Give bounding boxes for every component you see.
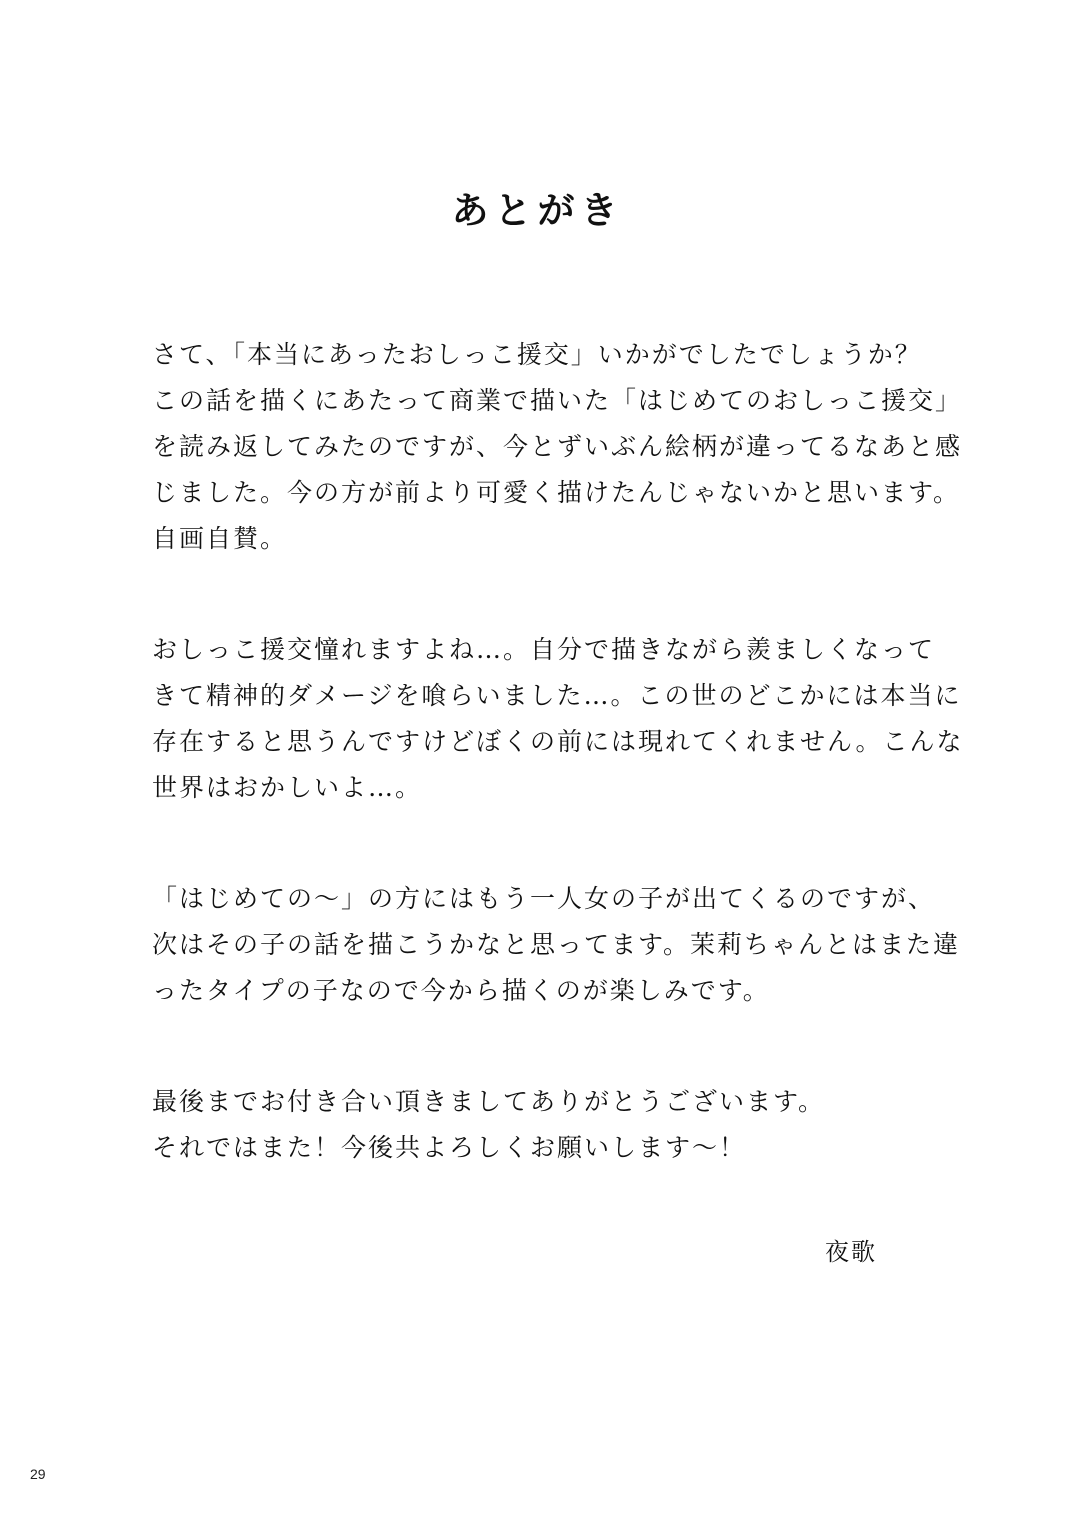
page-title: あとがき xyxy=(451,188,624,232)
text-line: 自画自賛。 xyxy=(152,524,288,553)
text-line: それではまた！今後共よろしくお願いします～！ xyxy=(152,1133,747,1162)
paragraph-4 xyxy=(152,1079,912,1171)
author-signature: 夜歌 xyxy=(825,1238,877,1266)
afterword-body xyxy=(152,332,964,1236)
paragraph-3 xyxy=(152,876,961,1014)
text-line: じました。今の方が前より可愛く描けたんじゃないかと思います。 xyxy=(152,478,961,507)
text-line: おしっこ援交憧れますよね…。自分で描きながら羨ましくなって xyxy=(152,635,936,664)
text-line: きて精神的ダメージを喰らいました…。この世のどこかには本当に xyxy=(152,681,962,710)
page-number: 29 xyxy=(30,1466,46,1482)
paragraph-1 xyxy=(152,332,963,562)
text-line: 世界はおかしいよ…。 xyxy=(152,773,423,802)
text-line: ったタイプの子なので今から描くのが楽しみです。 xyxy=(152,976,770,1005)
text-line: 「はじめての～」の方にはもう一人女の子が出てくるのですが、 xyxy=(152,884,936,913)
paragraph-2 xyxy=(152,627,964,811)
text-line: 存在すると思うんですけどぼくの前には現れてくれません。こんな xyxy=(152,727,964,756)
text-line: 最後までお付き合い頂きましてありがとうございます。 xyxy=(152,1087,826,1116)
text-line: この話を描くにあたって商業で描いた「はじめてのおしっこ援交」 xyxy=(152,386,963,415)
text-line: 次はその子の話を描こうかなと思ってます。茉莉ちゃんとはまた違 xyxy=(152,930,961,959)
text-line: を読み返してみたのですが、今とずいぶん絵柄が違ってるなあと感 xyxy=(152,432,963,461)
text-line: さて、「本当にあったおしっこ援交」いかがでしたでしょうか？ xyxy=(152,340,922,369)
